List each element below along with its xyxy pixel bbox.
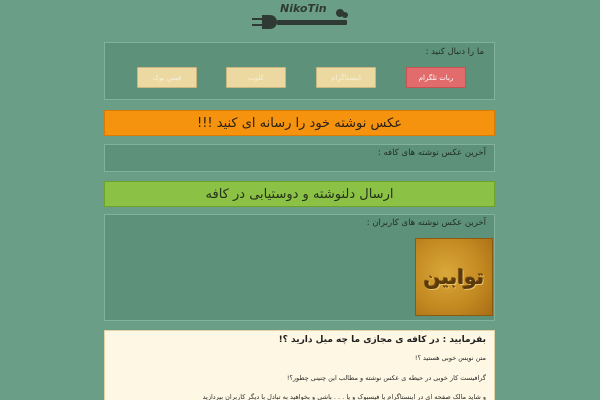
follow-us-panel	[104, 42, 495, 100]
facebook-button[interactable]: فیس بوک	[137, 67, 197, 88]
cloob-button[interactable]: کلوب	[226, 67, 286, 88]
send-post-banner[interactable]: ارسال دلنوشته و دوستیابی در کافه	[104, 181, 495, 207]
thumbnail-text: توابین	[423, 265, 485, 289]
cafe-intro-box	[104, 330, 495, 400]
site-logo[interactable]	[252, 2, 352, 36]
logo-text: NikoTin	[280, 2, 327, 15]
latest-cafe-heading: آخرین عکس نوشته های کافه :	[377, 148, 486, 158]
user-photo-thumbnail[interactable]	[415, 238, 493, 316]
latest-cafe-panel	[104, 144, 495, 172]
cafe-intro-line: و شاید مالک صفحه ای در اینستاگرام یا فیسبوک و یا . . . باشی و بخواهید به تبادل با دیگر کاربران بپردازید	[202, 393, 486, 400]
share-photo-banner[interactable]: عکس نوشته خود را رسانه ای کنید !!!	[104, 110, 495, 136]
latest-users-panel	[104, 214, 495, 321]
cafe-intro-title: بفرمایید : در کافه ی مجازی ما چه میل دارید ؟!	[278, 335, 486, 345]
cafe-intro-line: متن نویس خوبی هستید ؟!	[414, 354, 486, 362]
follow-us-title: ما را دنبال کنید :	[425, 47, 484, 57]
cafe-intro-line: گرافیست کار خوبی در حیطه ی عکس نوشته و مطالب این چنینی چطور؟!	[286, 374, 486, 382]
instagram-button[interactable]: اینستاگرام	[316, 67, 376, 88]
latest-users-heading: آخرین عکس نوشته های کاربران :	[366, 218, 486, 228]
telegram-bot-button[interactable]: ربات تلگرام	[406, 67, 466, 88]
